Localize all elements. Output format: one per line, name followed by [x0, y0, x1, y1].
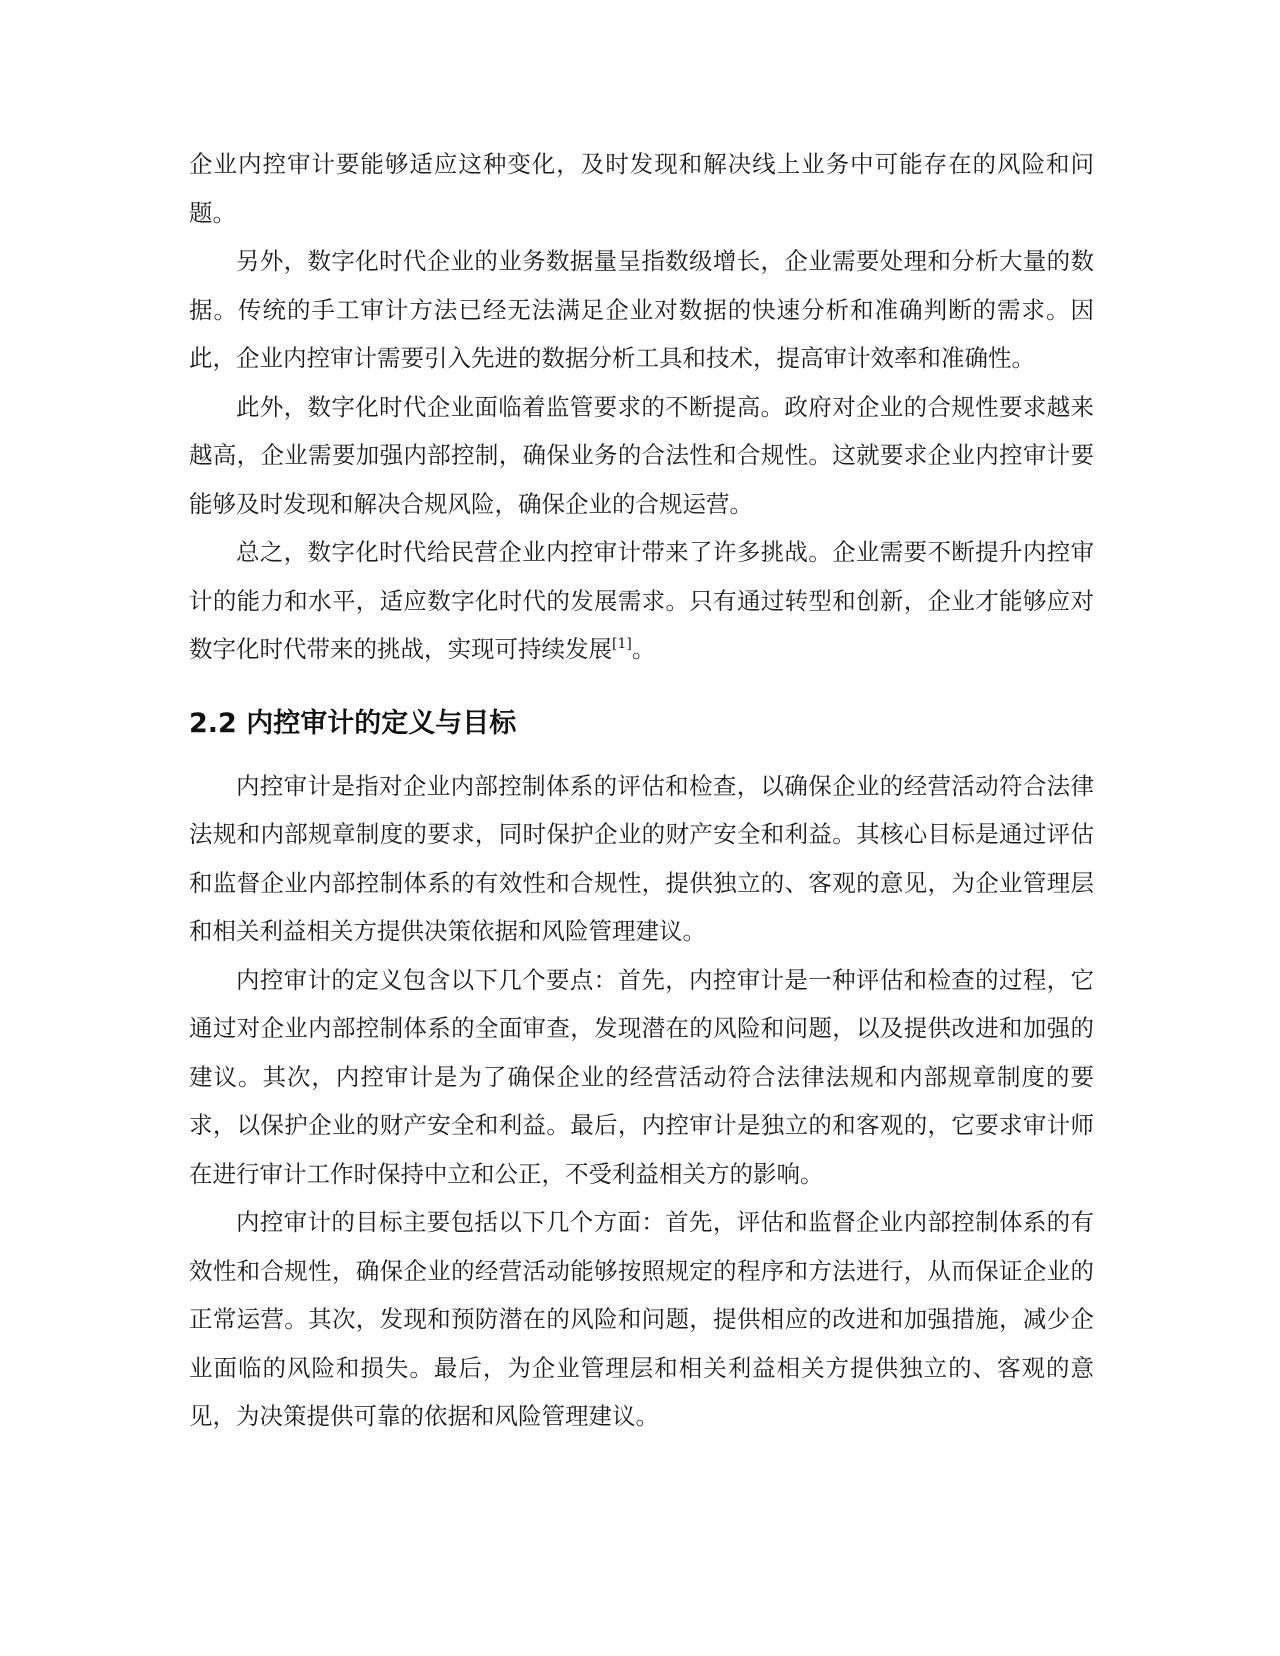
paragraph-objectives: 内控审计的目标主要包括以下几个方面：首先，评估和监督企业内部控制体系的有效性和合规性，确保企业的经营活动能够按照规定的程序和方法进行，从而保证企业的正常运营。其次，发现和预防潜在的风险和问题，提供相应的改进和加强措施，减少企业面临的风险和损失。最后，为企业管理层和相关利益相关方提供独立的、客观的意见，为决策提供可靠的依据和风险管理建议。	[189, 1208, 1094, 1430]
paragraph-continued: 企业内控审计要能够适应这种变化，及时发现和解决线上业务中可能存在的风险和问题。	[189, 150, 1094, 227]
paragraph-summary	[189, 528, 1094, 674]
paragraph-summary-end: 。	[631, 635, 656, 663]
document-body	[189, 140, 1094, 1441]
paragraph-data-growth: 另外，数字化时代企业的业务数据量呈指数级增长，企业需要处理和分析大量的数据。传统的手工审计方法已经无法满足企业对数据的快速分析和准确判断的需求。因此，企业内控审计需要引入先进的数据分析工具和技术，提高审计效率和准确性。	[189, 247, 1094, 372]
paragraph-definition-points: 内控审计的定义包含以下几个要点：首先，内控审计是一种评估和检查的过程，它通过对企业内部控制体系的全面审查，发现潜在的风险和问题，以及提供改进和加强的建议。其次，内控审计是为了确保企业的经营活动符合法律法规和内部规章制度的要求，以保护企业的财产安全和利益。最后，内控审计是独立的和客观的，它要求审计师在进行审计工作时保持中立和公正，不受利益相关方的影响。	[189, 965, 1094, 1188]
citation-reference[interactable]: [1]	[612, 636, 632, 653]
paragraph-summary-text: 总之，数字化时代给民营企业内控审计带来了许多挑战。企业需要不断提升内控审计的能力和水平，适应数字化时代的发展需求。只有通过转型和创新，企业才能够应对数字化时代带来的挑战，实现可持续发展	[189, 538, 1094, 663]
paragraph-definition: 内控审计是指对企业内部控制体系的评估和检查，以确保企业的经营活动符合法律法规和内部规章制度的要求，同时保护企业的财产安全和利益。其核心目标是通过评估和监督企业内部控制体系的有效性和合规性，提供独立的、客观的意见，为企业管理层和相关利益相关方提供决策依据和风险管理建议。	[189, 771, 1094, 945]
paragraph-regulation: 此外，数字化时代企业面临着监管要求的不断提高。政府对企业的合规性要求越来越高，企业需要加强内部控制，确保业务的合法性和合规性。这就要求企业内控审计要能够及时发现和解决合规风险，确保企业的合规运营。	[189, 392, 1094, 518]
section-heading: 2.2 内控审计的定义与目标	[189, 707, 517, 739]
